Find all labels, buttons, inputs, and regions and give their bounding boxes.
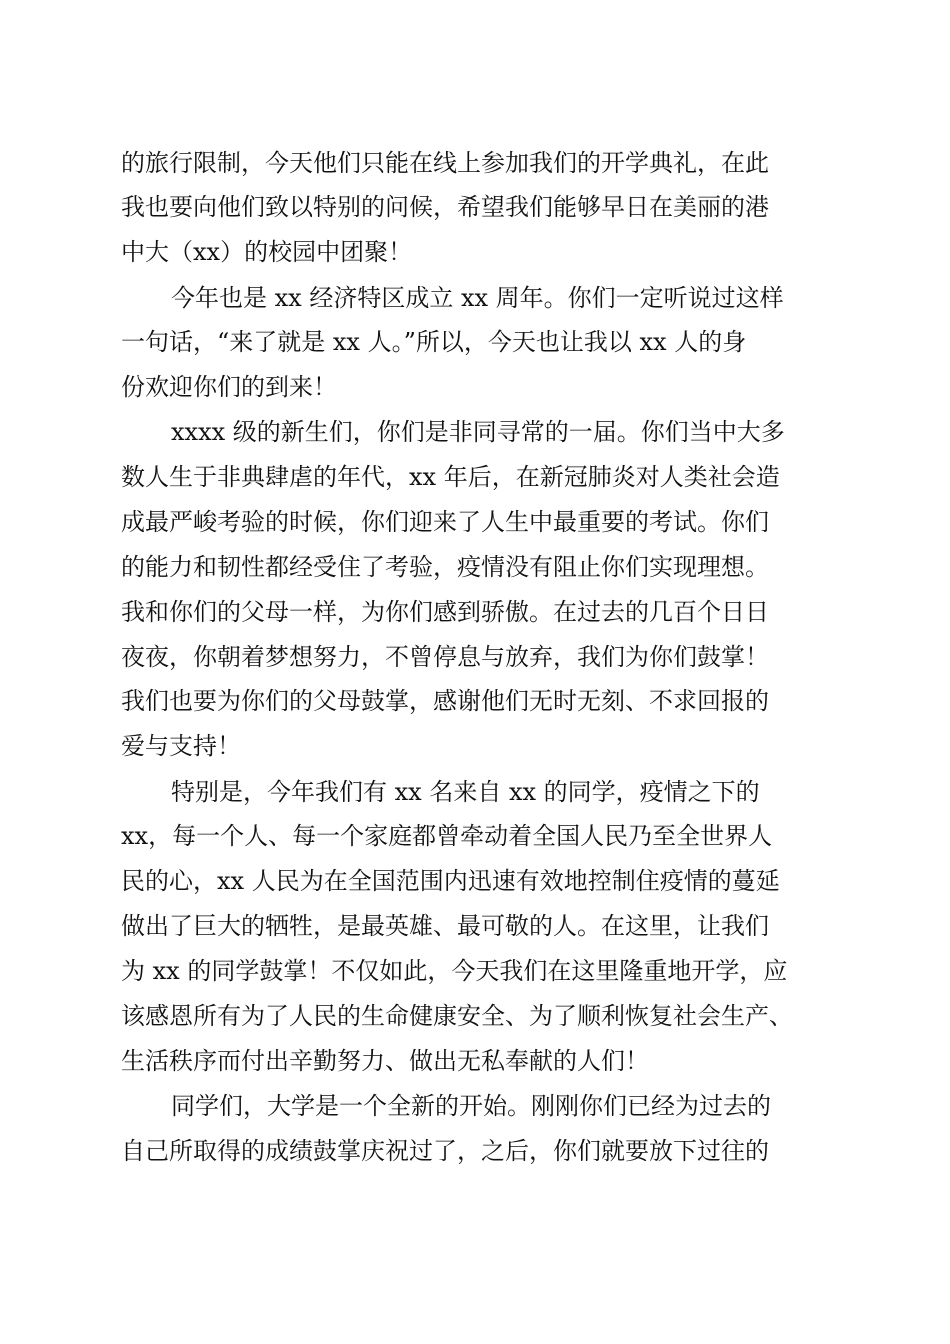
text-line: 数人生于非典肆虐的年代，xx 年后，在新冠肺炎对人类社会造	[121, 463, 780, 491]
text-line: xx，每一个人、每一个家庭都曾牵动着全国人民乃至全世界人	[121, 822, 773, 850]
text-line: 的能力和韧性都经受住了考验，疫情没有阻止你们实现理想。	[121, 553, 769, 581]
text-line: 爱与支持！	[121, 732, 241, 760]
text-line: 一句话，“来了就是 xx 人。”所以，今天也让我以 xx 人的身	[121, 328, 747, 356]
text-line: 民的心，xx 人民为在全国范围内迅速有效地控制住疫情的蔓延	[121, 867, 780, 895]
text-line: 我们也要为你们的父母鼓掌，感谢他们无时无刻、不求回报的	[121, 687, 769, 715]
text-line: 该感恩所有为了人民的生命健康安全、为了顺利恢复社会生产、	[121, 1002, 793, 1030]
paragraph-first-line: 同学们，大学是一个全新的开始。刚刚你们已经为过去的	[171, 1092, 771, 1120]
text-line: 我和你们的父母一样，为你们感到骄傲。在过去的几百个日日	[121, 598, 769, 626]
text-line: 为 xx 的同学鼓掌！不仅如此，今天我们在这里隆重地开学，应	[121, 957, 788, 985]
text-line: 成最严峻考验的时候，你们迎来了人生中最重要的考试。你们	[121, 508, 769, 536]
text-line: 份欢迎你们的到来！	[121, 373, 337, 401]
text-line: 我也要向他们致以特别的问候，希望我们能够早日在美丽的港	[121, 193, 769, 221]
text-line: 生活秩序而付出辛勤努力、做出无私奉献的人们！	[121, 1047, 649, 1075]
text-line: 夜夜，你朝着梦想努力，不曾停息与放弃，我们为你们鼓掌！	[121, 643, 769, 671]
text-line: 的旅行限制，今天他们只能在线上参加我们的开学典礼，在此	[121, 149, 769, 177]
paragraph-first-line: xxxx 级的新生们，你们是非同寻常的一届。你们当中大多	[171, 418, 785, 446]
text-line: 做出了巨大的牺牲，是最英雄、最可敬的人。在这里，让我们	[121, 912, 769, 940]
paragraph-first-line: 今年也是 xx 经济特区成立 xx 周年。你们一定听说过这样	[171, 284, 784, 312]
text-line: 自己所取得的成绩鼓掌庆祝过了，之后，你们就要放下过往的	[121, 1137, 769, 1165]
paragraph-first-line: 特别是，今年我们有 xx 名来自 xx 的同学，疫情之下的	[171, 778, 760, 806]
text-line: 中大（xx）的校园中团聚！	[121, 238, 413, 266]
